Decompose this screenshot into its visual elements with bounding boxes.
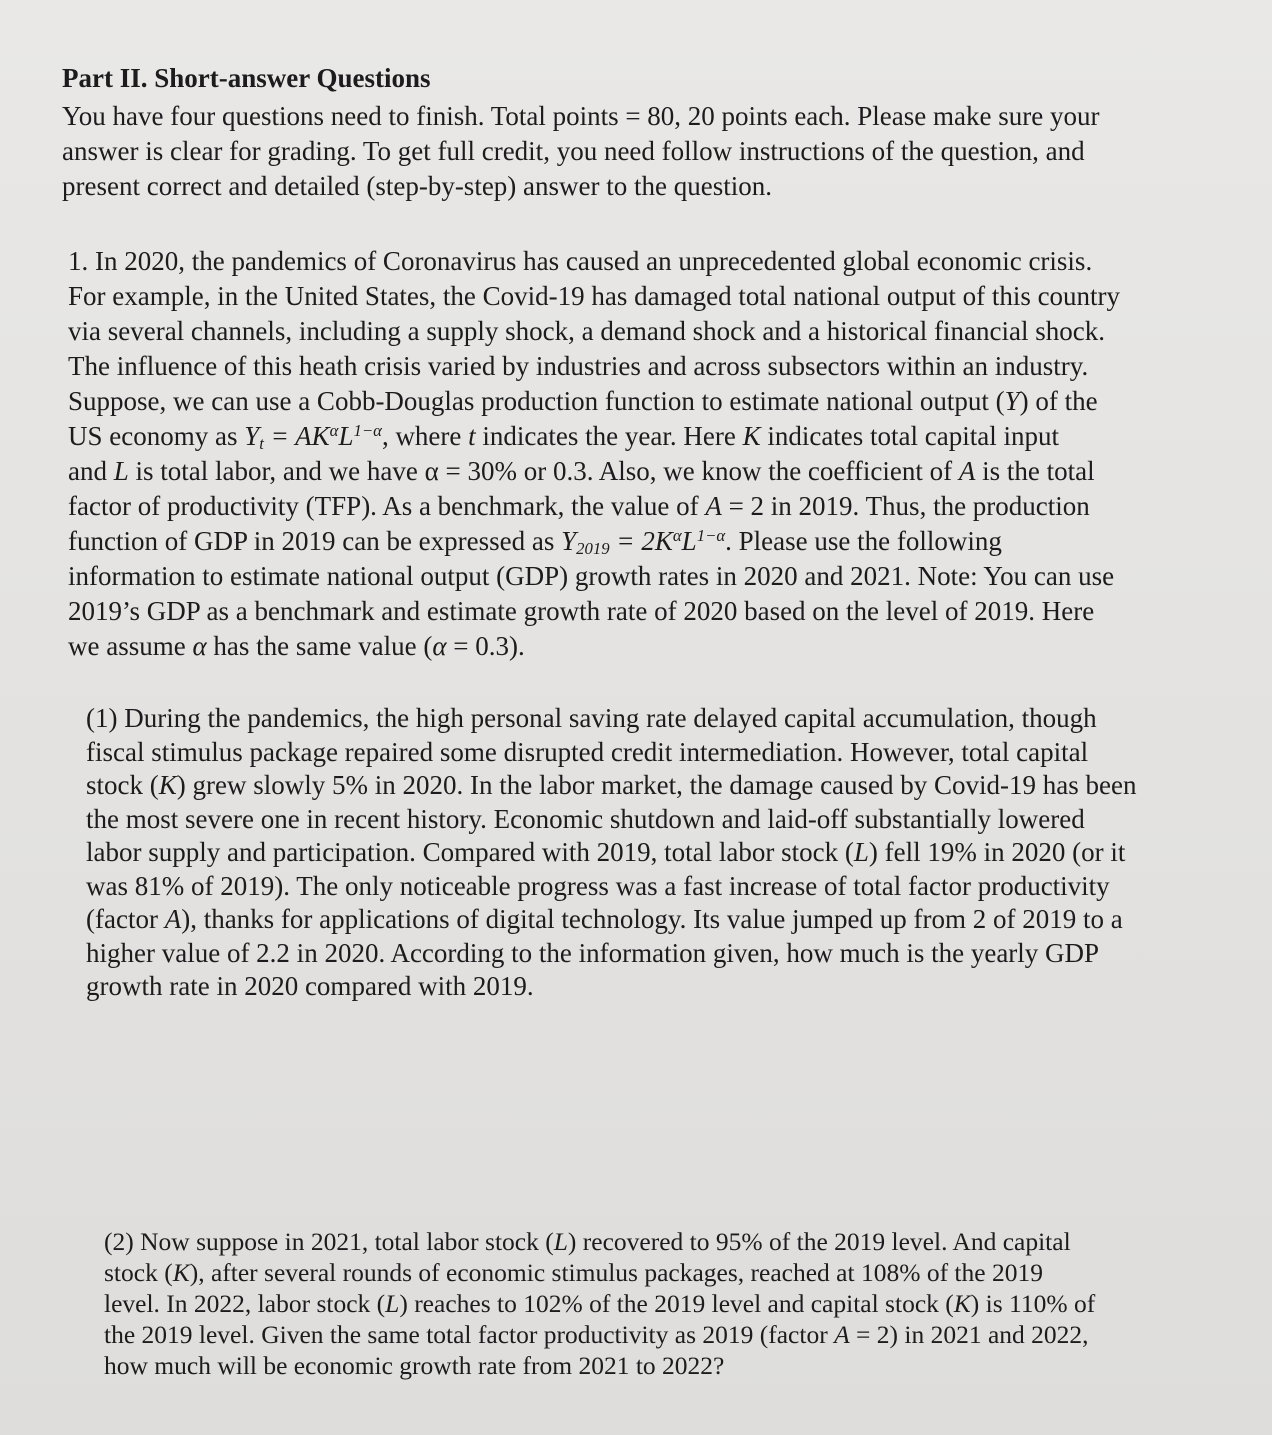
question-line: factor of productivity (TFP). As a benchmark, the value of A = 2 in 2019. Thus, the production bbox=[68, 491, 1090, 521]
question-line: the 2019 level. Given the same total factor productivity as 2019 (factor A = 2) in 2021 and 2022, bbox=[104, 1320, 1089, 1349]
question-line: higher value of 2.2 in 2020. According to the information given, how much is the yearly GDP bbox=[86, 937, 1100, 968]
instructions-line: present correct and detailed (step-by-step) answer to the question. bbox=[62, 171, 772, 201]
question-1-part-1 bbox=[86, 702, 1226, 1004]
question-line: level. In 2022, labor stock (L) reaches to 102% of the 2019 level and capital stock (K) is 110% of bbox=[104, 1289, 1096, 1318]
instructions-paragraph bbox=[62, 99, 1242, 204]
question-line: US economy as $Y_t = AK^\alpha L^{1-\alpha}$, where t indicates the year. Here K indicates total capital input bbox=[68, 420, 1059, 454]
instructions-line: You have four questions need to finish. Total points = 80, 20 points each. Please make sure your bbox=[62, 101, 1100, 131]
question-line: For example, in the United States, the Covid-19 has damaged total national output of this country bbox=[68, 281, 1121, 311]
question-line: how much will be economic growth rate from 2021 to 2022? bbox=[104, 1351, 725, 1380]
question-line: was 81% of 2019). The only noticeable progress was a fast increase of total factor productivity bbox=[86, 870, 1110, 901]
question-line: Suppose, we can use a Cobb-Douglas production function to estimate national output (Y) of the bbox=[68, 386, 1098, 416]
question-line: function of GDP in 2019 can be expressed as $Y_{2019} = 2K^\alpha L^{1-\alpha}$. Please use the following bbox=[68, 525, 1002, 559]
question-line: stock (K), after several rounds of economic stimulus packages, reached at 108% of the 2019 bbox=[104, 1258, 1043, 1287]
question-line: (2) Now suppose in 2021, total labor stock (L) recovered to 95% of the 2019 level. And capital bbox=[104, 1227, 1071, 1256]
question-line: and L is total labor, and we have α = 30% or 0.3. Also, we know the coefficient of A is the total bbox=[68, 456, 1095, 486]
question-line: we assume α has the same value (α = 0.3). bbox=[68, 631, 525, 661]
instructions-line: answer is clear for grading. To get full credit, you need follow instructions of the question, and bbox=[62, 136, 1085, 166]
question-line: stock (K) grew slowly 5% in 2020. In the labor market, the damage caused by Covid-19 has been bbox=[86, 770, 1137, 800]
gdp-2019-formula: $Y_{2019} = 2K^\alpha L^{1-\alpha}$ bbox=[561, 525, 726, 559]
question-line: the most severe one in recent history. Economic shutdown and laid-off substantially lowered bbox=[86, 803, 1085, 834]
question-line: labor supply and participation. Compared with 2019, total labor stock (L) fell 19% in 2020 (or it bbox=[86, 837, 1126, 867]
question-1-part-2 bbox=[104, 1226, 1214, 1381]
question-line: growth rate in 2020 compared with 2019. bbox=[86, 971, 534, 1001]
question-line: (factor A), thanks for applications of digital technology. Its value jumped up from 2 of 2019 to a bbox=[86, 904, 1123, 934]
question-line: via several channels, including a supply shock, a demand shock and a historical financial shock. bbox=[68, 316, 1105, 346]
question-line: 1. In 2020, the pandemics of Coronavirus has caused an unprecedented global economic crisis. bbox=[68, 246, 1093, 276]
production-function-formula: $Y_t = AK^\alpha L^{1-\alpha}$ bbox=[244, 420, 382, 454]
question-line: information to estimate national output (GDP) growth rates in 2020 and 2021. Note: You can use bbox=[68, 561, 1115, 591]
question-line: (1) During the pandemics, the high personal saving rate delayed capital accumulation, though bbox=[86, 703, 1097, 733]
section-title: Part II. Short-answer Questions bbox=[62, 63, 431, 93]
question-line: The influence of this heath crisis varied by industries and across subsectors within an industry. bbox=[68, 351, 1089, 381]
question-line: fiscal stimulus package repaired some disrupted credit intermediation. However, total capital bbox=[86, 736, 1089, 767]
question-line: 2019’s GDP as a benchmark and estimate growth rate of 2020 based on the level of 2019. Here bbox=[68, 596, 1095, 626]
question-1-paragraph bbox=[68, 244, 1248, 664]
